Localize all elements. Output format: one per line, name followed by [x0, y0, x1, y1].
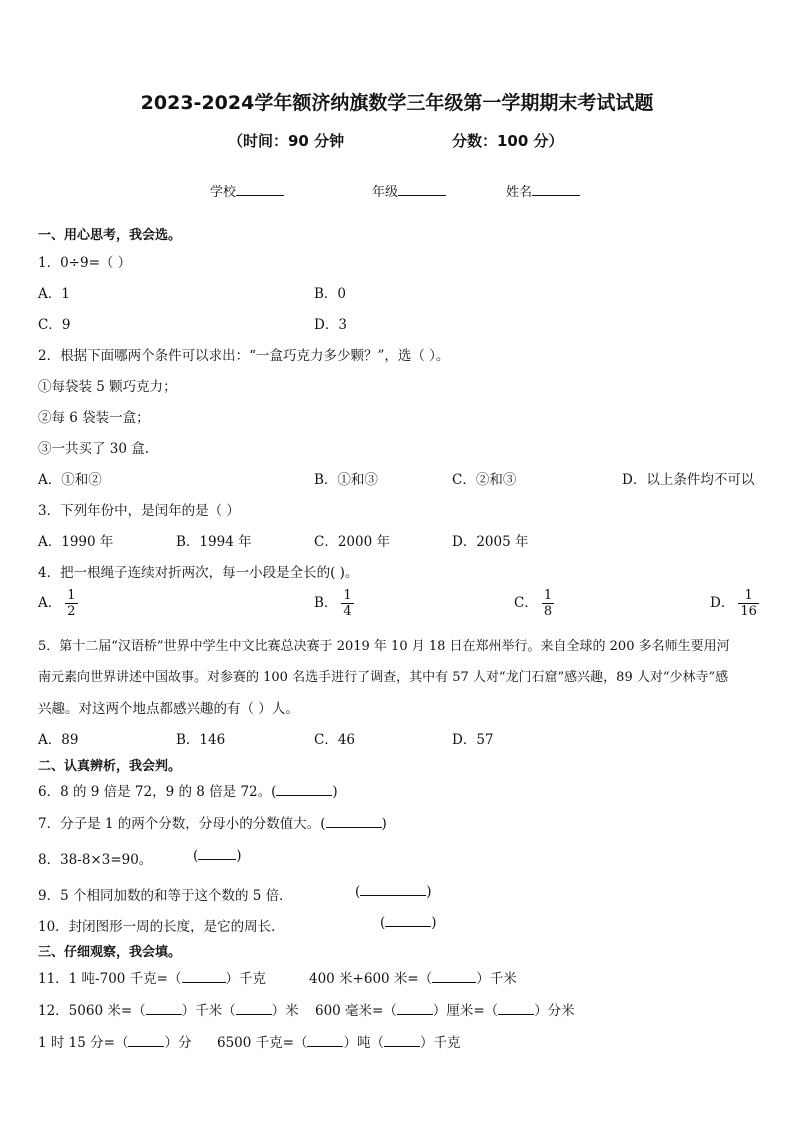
question-5-line-3: 兴趣。对这两个地点都感兴趣的有（ ）人。 [38, 701, 299, 717]
name-field[interactable] [506, 181, 580, 200]
q4-option-c-letter: C． [514, 595, 538, 611]
q4-option-c[interactable] [514, 588, 554, 619]
grade-field[interactable] [372, 181, 446, 200]
q3-option-a[interactable]: A．1990 年 [38, 534, 114, 550]
school-label: 学校 [210, 185, 237, 200]
question-11-part-1: 11．1 吨-700 千克=（ ）千克 [38, 971, 266, 987]
q13-blank-2[interactable] [307, 1035, 343, 1047]
section-2-heading: 二、认真辨析，我会判。 [38, 759, 182, 774]
question-8: 8．38-8×3=90。 [38, 852, 153, 868]
fraction-one-half: $\frac{1}{2}$ [67, 588, 76, 619]
q4-option-b[interactable] [314, 588, 354, 619]
question-2: 2．根据下面哪两个条件可以求出：“一盒巧克力多少颗？”，选（ ）。 [38, 348, 450, 364]
q2-condition-2: ②每 6 袋装一盒； [38, 410, 150, 426]
score-label: 分数：100 分） [452, 132, 564, 150]
grade-label: 年级 [372, 185, 399, 200]
q12-blank-2[interactable] [236, 1003, 272, 1015]
q9-answer-blank[interactable] [360, 884, 426, 896]
section-1-heading: 一、用心思考，我会选。 [38, 228, 182, 243]
q8-answer-blank[interactable] [198, 848, 236, 860]
q5-option-b[interactable]: B．146 [176, 732, 226, 748]
q10-answer-blank[interactable] [385, 915, 431, 927]
q7-answer-blank[interactable] [326, 816, 382, 828]
question-3: 3．下列年份中，是闰年的是（ ） [38, 503, 240, 519]
question-6: 6．8 的 9 倍是 72，9 的 8 倍是 72。( ) [38, 784, 338, 800]
q3-option-b[interactable]: B．1994 年 [176, 534, 252, 550]
q5-option-a[interactable]: A．89 [38, 732, 79, 748]
school-blank[interactable] [236, 183, 284, 196]
q13-blank-3[interactable] [384, 1035, 420, 1047]
q4-option-a[interactable] [38, 588, 78, 619]
question-13-part-1: 1 时 15 分=（ ）分 [38, 1035, 192, 1051]
question-13-part-2: 6500 千克=（ ）吨（ ）千克 [217, 1035, 461, 1051]
name-label: 姓名 [506, 185, 533, 200]
question-5-line-1: 5．第十二届“汉语桥”世界中学生中文比赛总决赛于 2019 年 10 月 18 日在郑州举行。来自全球的 200 多名师生要用河 [38, 639, 730, 654]
q13-blank-1[interactable] [128, 1035, 164, 1047]
q11-blank-1[interactable] [182, 971, 226, 983]
question-7: 7．分子是 1 的两个分数，分母小的分数值大。( ) [38, 816, 387, 832]
q4-option-d-letter: D． [710, 595, 735, 611]
question-4: 4．把一根绳子连续对折两次，每一小段是全长的( )。 [38, 565, 359, 581]
time-label: （时间：90 分钟 [228, 132, 345, 150]
q1-option-b[interactable]: B．0 [314, 286, 347, 302]
q3-option-c[interactable]: C．2000 年 [314, 534, 390, 550]
q1-option-a[interactable]: A．1 [38, 286, 70, 302]
grade-blank[interactable] [398, 183, 446, 196]
q12-blank-1[interactable] [146, 1003, 182, 1015]
q12-blank-3[interactable] [397, 1003, 433, 1015]
q2-option-c[interactable]: C．②和③ [452, 472, 517, 488]
question-12-part-2: 600 毫米=（ ）厘米=（ ）分米 [315, 1003, 575, 1019]
section-3-heading: 三、仔细观察，我会填。 [38, 945, 182, 960]
q5-option-c[interactable]: C．46 [314, 732, 356, 748]
name-blank[interactable] [532, 183, 580, 196]
q9-answer[interactable]: ( ) [355, 884, 432, 900]
q4-option-b-letter: B． [314, 595, 338, 611]
q4-option-a-letter: A． [38, 595, 62, 611]
q8-answer[interactable]: ( ) [193, 848, 242, 864]
fraction-one-sixteenth: $\frac{1}{16}$ [740, 588, 757, 619]
q1-option-d[interactable]: D．3 [314, 317, 347, 333]
question-12-part-1: 12．5060 米=（ ）千米（ ）米 [38, 1003, 299, 1019]
q2-condition-1: ①每袋装 5 颗巧克力； [38, 379, 177, 395]
q2-condition-3: ③一共买了 30 盒. [38, 441, 150, 457]
q11-blank-2[interactable] [432, 971, 476, 983]
q6-answer-blank[interactable] [276, 784, 332, 796]
page-title: 2023-2024学年额济纳旗数学三年级第一学期期末考试试题 [140, 92, 654, 114]
q3-option-d[interactable]: D．2005 年 [452, 534, 529, 550]
question-11-part-2: 400 米+600 米=（ ）千米 [309, 971, 517, 987]
question-1: 1．0÷9=（ ） [38, 255, 132, 271]
school-field[interactable] [210, 181, 284, 200]
question-10: 10．封闭图形一周的长度，是它的周长． [38, 919, 285, 935]
q2-option-a[interactable]: A．①和② [38, 472, 102, 488]
fraction-one-eighth: $\frac{1}{8}$ [543, 588, 553, 619]
question-5-line-2: 南元素向世界讲述中国故事。对参赛的 100 名选手进行了调查，其中有 57 人对“龙门石窟”感兴趣，89 人对“少林寺”感 [38, 670, 729, 685]
q12-blank-4[interactable] [498, 1003, 534, 1015]
q10-answer[interactable]: ( ) [380, 915, 437, 931]
question-9: 9．5 个相同加数的和等于这个数的 5 倍． [38, 888, 293, 904]
fraction-one-quarter: $\frac{1}{4}$ [343, 588, 352, 619]
q2-option-b[interactable]: B．①和③ [314, 472, 378, 488]
q5-option-d[interactable]: D．57 [452, 732, 494, 748]
q2-option-d[interactable]: D．以上条件均不可以 [622, 472, 755, 488]
q4-option-d[interactable] [710, 588, 759, 619]
q1-option-c[interactable]: C．9 [38, 317, 71, 333]
